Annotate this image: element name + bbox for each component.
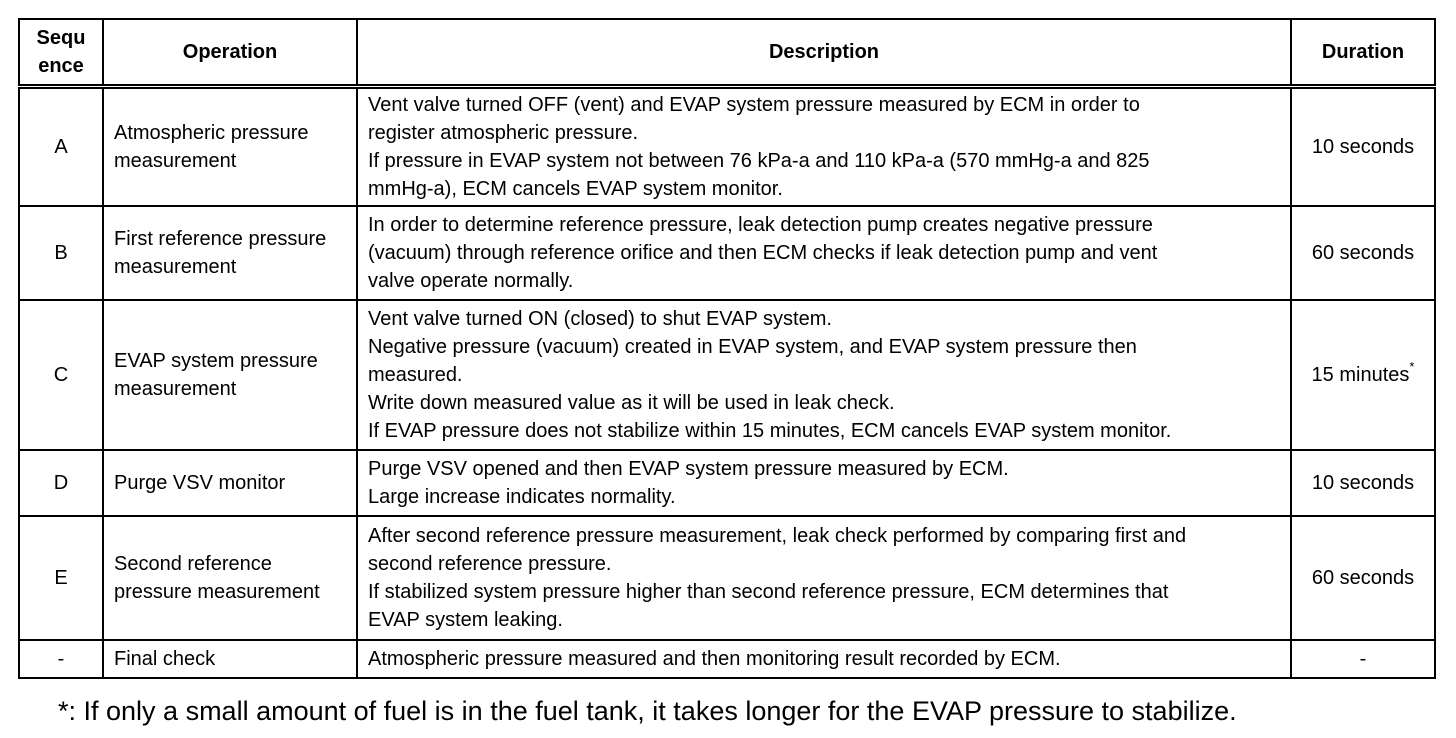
description-line: If stabilized system pressure higher than second reference pressure, ECM determines that bbox=[368, 581, 1169, 603]
cell-duration bbox=[1291, 516, 1435, 640]
table-row bbox=[19, 206, 1435, 300]
cell-sequence: A bbox=[19, 87, 103, 207]
table-row bbox=[19, 640, 1435, 678]
description-line: Large increase indicates normality. bbox=[368, 486, 676, 508]
cell-operation: Second reference pressure measurement bbox=[103, 516, 357, 640]
header-duration: Duration bbox=[1291, 19, 1435, 87]
header-description: Description bbox=[357, 19, 1291, 87]
table-body bbox=[19, 87, 1435, 679]
cell-operation: Purge VSV monitor bbox=[103, 450, 357, 516]
cell-duration bbox=[1291, 300, 1435, 450]
duration-value: 15 minutes bbox=[1311, 364, 1410, 386]
description-line: Purge VSV opened and then EVAP system pressure measured by ECM. bbox=[368, 458, 1009, 480]
evap-monitor-sequence-table bbox=[18, 18, 1436, 679]
cell-sequence: D bbox=[19, 450, 103, 516]
sequence-table-container bbox=[18, 18, 1434, 679]
cell-sequence: B bbox=[19, 206, 103, 300]
footnote: *: If only a small amount of fuel is in the fuel tank, it takes longer for the EVAP pressure to stabilize. bbox=[58, 696, 1237, 726]
cell-description bbox=[357, 450, 1291, 516]
cell-description bbox=[357, 640, 1291, 678]
description-line: Write down measured value as it will be used in leak check. bbox=[368, 392, 895, 414]
description-line: EVAP system leaking. bbox=[368, 609, 563, 631]
cell-operation: Final check bbox=[103, 640, 357, 678]
description-line: Atmospheric pressure measured and then monitoring result recorded by ECM. bbox=[368, 648, 1061, 670]
header-operation: Operation bbox=[103, 19, 357, 87]
cell-description bbox=[357, 516, 1291, 640]
duration-value: 10 seconds bbox=[1311, 136, 1415, 158]
description-line: If pressure in EVAP system not between 76 kPa-a and 110 kPa-a (570 mmHg-a and 825 bbox=[368, 150, 1150, 172]
description-line: In order to determine reference pressure, leak detection pump creates negative pressure bbox=[368, 214, 1153, 236]
description-line: Vent valve turned ON (closed) to shut EVAP system. bbox=[368, 308, 832, 330]
description-line: measured. bbox=[368, 364, 463, 386]
table-row bbox=[19, 450, 1435, 516]
cell-operation: Atmospheric pressure measurement bbox=[103, 87, 357, 207]
cell-operation: First reference pressure measurement bbox=[103, 206, 357, 300]
description-line: If EVAP pressure does not stabilize within 15 minutes, ECM cancels EVAP system monitor. bbox=[368, 420, 1172, 442]
description-line: mmHg-a), ECM cancels EVAP system monitor. bbox=[368, 178, 783, 200]
duration-value: - bbox=[1359, 648, 1367, 670]
duration-value: 60 seconds bbox=[1311, 567, 1415, 589]
cell-description bbox=[357, 87, 1291, 207]
header-sequence-line-2: ence bbox=[38, 55, 84, 77]
duration-value: 60 seconds bbox=[1311, 242, 1415, 264]
header-sequence-line-1: Sequ bbox=[36, 27, 86, 49]
description-line: valve operate normally. bbox=[368, 270, 574, 292]
cell-sequence: - bbox=[19, 640, 103, 678]
description-line: register atmospheric pressure. bbox=[368, 122, 639, 144]
header-sequence bbox=[19, 19, 103, 87]
cell-sequence: E bbox=[19, 516, 103, 640]
cell-duration bbox=[1291, 450, 1435, 516]
table-row bbox=[19, 516, 1435, 640]
description-line: (vacuum) through reference orifice and then ECM checks if leak detection pump and vent bbox=[368, 242, 1158, 264]
description-line: After second reference pressure measurement, leak check performed by comparing first and bbox=[368, 525, 1187, 547]
cell-operation: EVAP system pressure measurement bbox=[103, 300, 357, 450]
table-row bbox=[19, 87, 1435, 207]
cell-duration bbox=[1291, 87, 1435, 207]
description-line: Vent valve turned OFF (vent) and EVAP system pressure measured by ECM in order to bbox=[368, 94, 1140, 116]
cell-duration bbox=[1291, 206, 1435, 300]
table-header-row bbox=[19, 19, 1435, 87]
cell-duration bbox=[1291, 640, 1435, 678]
cell-description bbox=[357, 206, 1291, 300]
duration-value: 10 seconds bbox=[1311, 472, 1415, 494]
cell-description bbox=[357, 300, 1291, 450]
table-row bbox=[19, 300, 1435, 450]
cell-sequence: C bbox=[19, 300, 103, 450]
description-line: Negative pressure (vacuum) created in EVAP system, and EVAP system pressure then bbox=[368, 336, 1137, 358]
footnote-marker: * bbox=[1409, 359, 1415, 375]
description-line: second reference pressure. bbox=[368, 553, 612, 575]
